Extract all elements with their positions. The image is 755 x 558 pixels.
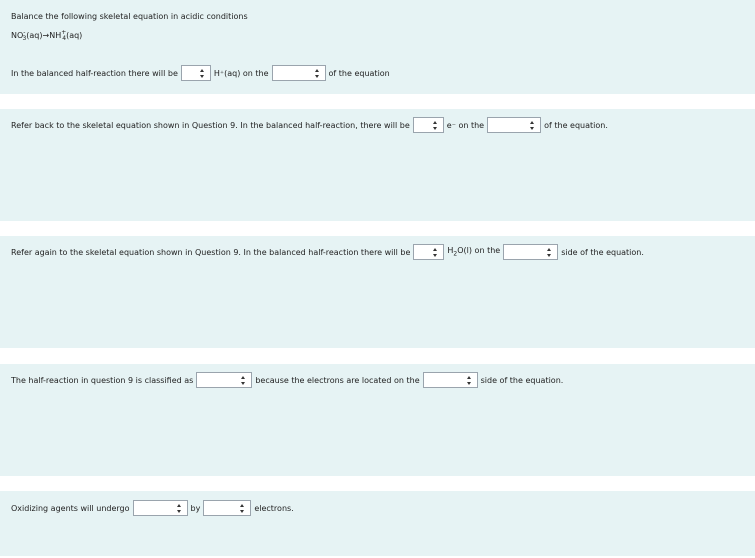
- count-dropdown[interactable]: [413, 244, 444, 260]
- side-dropdown[interactable]: [503, 244, 558, 260]
- question-line: Refer again to the skeletal equation shown in Question 9. In the balanced half-reaction there will be $H_2O(l)$ on the side of the equation.: [11, 244, 644, 260]
- question-panel-5: [0, 491, 755, 556]
- question-panel-2: [0, 109, 755, 221]
- count-dropdown[interactable]: [413, 117, 444, 133]
- chevron-updown-icon: [530, 121, 535, 130]
- chevron-updown-icon: [433, 121, 438, 130]
- electron-action-dropdown[interactable]: [203, 500, 251, 516]
- question-line: The half-reaction in question 9 is classified as because the electrons are located on the side of the equation.: [11, 372, 563, 388]
- question-panel-3: [0, 236, 755, 348]
- side-dropdown[interactable]: [423, 372, 478, 388]
- skeletal-equation: NO - $_3$ (aq) → NH + $_4$ (aq): [11, 29, 83, 42]
- classification-dropdown[interactable]: [196, 372, 252, 388]
- chevron-updown-icon: [177, 504, 182, 513]
- process-dropdown[interactable]: [133, 500, 188, 516]
- question-panel-1: [0, 0, 755, 94]
- chevron-updown-icon: [200, 69, 205, 78]
- chevron-updown-icon: [433, 248, 438, 257]
- count-dropdown[interactable]: [181, 65, 211, 81]
- chevron-updown-icon: [467, 376, 472, 385]
- chevron-updown-icon: [240, 504, 245, 513]
- chevron-updown-icon: [315, 69, 320, 78]
- question-title: Balance the following skeletal equation in acidic conditions: [11, 12, 248, 21]
- question-panel-4: [0, 364, 755, 476]
- chevron-updown-icon: [241, 376, 246, 385]
- question-line: Refer back to the skeletal equation shown in Question 9. In the balanced half-reaction, there will be e⁻ on the of the equation.: [11, 117, 608, 133]
- chevron-updown-icon: [547, 248, 552, 257]
- question-line: Oxidizing agents will undergo by electrons.: [11, 500, 294, 516]
- question-line: In the balanced half-reaction there will be H⁺(aq) on the of the equation: [11, 65, 390, 81]
- side-dropdown[interactable]: [487, 117, 541, 133]
- side-dropdown[interactable]: [272, 65, 326, 81]
